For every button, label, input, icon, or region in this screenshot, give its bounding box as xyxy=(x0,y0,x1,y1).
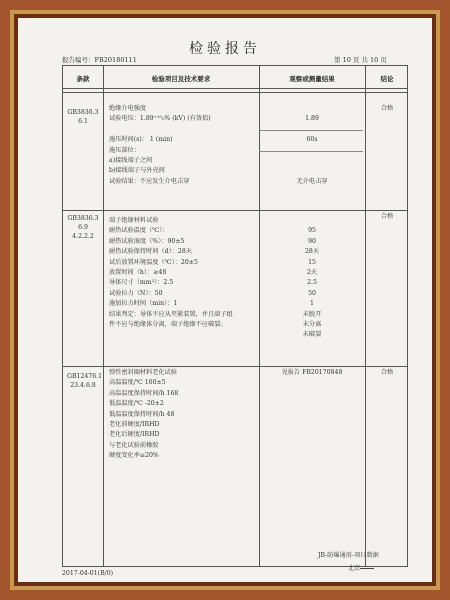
result-line: 1.89 xyxy=(305,115,319,123)
result-line xyxy=(259,166,365,176)
header-divider xyxy=(63,88,407,89)
report-number: 报告编号：FB20180111 xyxy=(62,56,137,64)
item-line xyxy=(109,330,233,340)
item-line: 耐热试验湿度（%）：90±5 xyxy=(109,237,185,245)
stamp-mark: 北京 xyxy=(348,565,361,572)
result-line: 未脱开 xyxy=(302,310,322,318)
item-line: 耐热试验保持时间（d）：28天 xyxy=(109,248,192,256)
result-line: 见报告 FB20170848 xyxy=(281,369,343,376)
section-conclusion: 合格 xyxy=(380,213,394,220)
section-conclusion: 合格 xyxy=(380,105,394,112)
result-line: 1 xyxy=(310,300,314,308)
section-items xyxy=(109,368,178,462)
column-divider xyxy=(103,66,104,566)
page-title: 检验报告 xyxy=(189,41,261,57)
row-divider xyxy=(63,366,407,367)
section-items xyxy=(109,216,233,341)
item-line: 试后放置环境温度（℃）：20±5 xyxy=(109,258,198,266)
header-conclusion: 结论 xyxy=(380,75,394,83)
result-line: 无介电击穿 xyxy=(296,177,328,185)
section-clause: GB3836.3 6.9 4.2.2.2 xyxy=(67,215,99,240)
result-line: 15 xyxy=(308,258,316,266)
section-conclusion: 合格 xyxy=(380,369,394,376)
section-clause: GB12476.1 23.4.6.8 xyxy=(67,373,103,389)
item-line: 试验结果：不应发生介电击穿 xyxy=(109,177,190,185)
item-line: a)接线端子之间 xyxy=(109,156,153,164)
result-rule xyxy=(259,130,363,131)
item-line: 低温温度/℃ -20±2 xyxy=(109,400,164,408)
result-line: 28天 xyxy=(304,248,320,256)
section-items xyxy=(109,104,211,187)
result-line xyxy=(259,216,365,226)
result-line: 未破裂 xyxy=(302,331,322,339)
item-line: 耐热试验温度（℃）： xyxy=(109,227,169,235)
item-line: 试验拉力（N）：50 xyxy=(109,289,163,297)
section-results xyxy=(259,104,365,187)
item-line: 老化后硬度/IRHD xyxy=(109,431,160,439)
section-clause: GB3836.3 6.1 xyxy=(67,109,99,125)
section-results xyxy=(259,368,365,378)
row-divider xyxy=(63,210,407,211)
result-line: 95 xyxy=(308,227,316,235)
document-code: JB-防爆通用-项目数据 xyxy=(318,552,379,559)
issue-date: 2017-04-01(B/0) xyxy=(62,570,114,577)
item-line: 件不应与绝缘体分离，端子绝缘不应破裂。 xyxy=(109,320,227,328)
item-line: 与老化试验前橡胶 xyxy=(109,441,159,449)
item-line: 端子绝缘材料试验 xyxy=(109,217,159,224)
inspection-table xyxy=(62,65,408,567)
header-item: 检验项目及技术要求 xyxy=(151,75,211,83)
result-line: 2天 xyxy=(306,268,318,276)
result-line: 60s xyxy=(306,136,318,144)
item-line: 施压部位： xyxy=(109,146,140,154)
result-line: 50 xyxy=(308,289,316,297)
result-line xyxy=(259,104,365,114)
result-line: 未分离 xyxy=(302,320,322,328)
header-clause: 条款 xyxy=(76,75,90,83)
result-line xyxy=(259,156,365,166)
item-line: 老化前硬度/IRHD xyxy=(109,420,160,428)
page-indicator: 第 10 页 共 10 页 xyxy=(334,56,387,64)
item-line: 施加拉力时间（min）：1 xyxy=(109,300,178,308)
result-line: 90 xyxy=(308,237,316,245)
item-line: 试验电压：1.89⁺¹⁰₀% (kV) (有效值) xyxy=(109,115,211,123)
item-line: 低温温度保持时间/h 48 xyxy=(109,410,175,418)
report-page xyxy=(18,18,432,582)
section-results xyxy=(259,216,365,341)
header-divider xyxy=(63,92,407,93)
result-line: 2.5 xyxy=(307,279,317,287)
item-line: 硬度变化率≤20% xyxy=(109,452,159,460)
item-line: 导体尺寸（mm²）：2.5 xyxy=(109,279,174,287)
result-rule xyxy=(259,151,363,152)
item-line: 高温温度保持时间/h 168 xyxy=(109,389,179,397)
header-result: 观察或测量结果 xyxy=(289,75,335,83)
signature-mark xyxy=(360,561,374,569)
item-line: 施压时间(s)： 1 (min) xyxy=(109,136,173,144)
item-line: b)接线端子与外壳间 xyxy=(109,167,165,175)
item-line: 放置时间（h）：≥48 xyxy=(109,268,167,276)
item-line xyxy=(109,125,211,135)
column-divider xyxy=(365,66,366,566)
item-line: 高温温度/℃ 100±5 xyxy=(109,379,166,387)
item-line: 绝缘介电强度 xyxy=(109,105,147,112)
item-line: 结果判定：导体不应从夹紧装置，并且端子组 xyxy=(109,310,233,318)
item-line: 弹性密封圈材料老化试验 xyxy=(109,369,178,376)
